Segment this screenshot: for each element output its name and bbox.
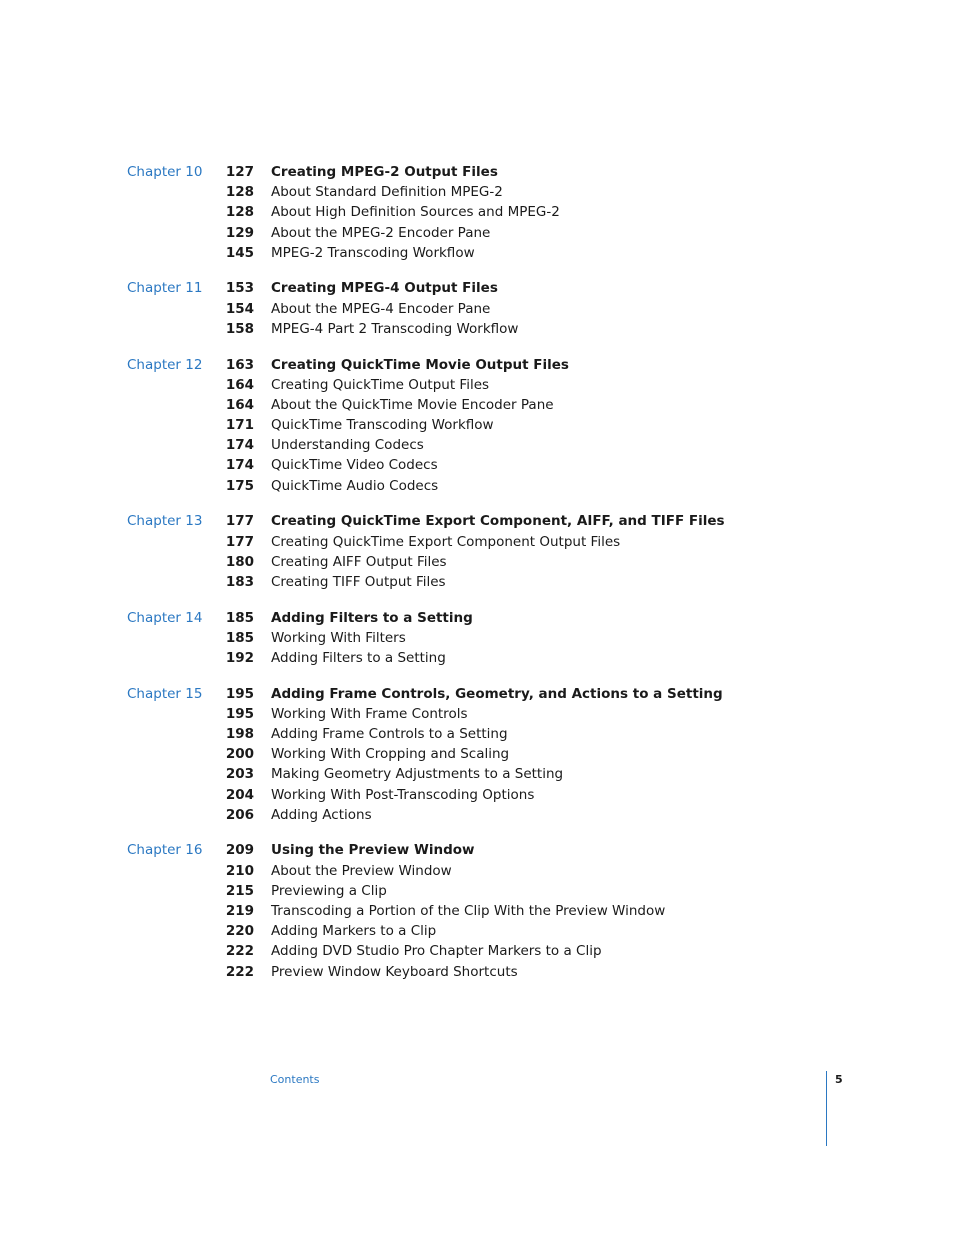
toc-entry[interactable] bbox=[0, 648, 954, 668]
footer-section-label: Contents bbox=[270, 1073, 320, 1086]
entry-title: Transcoding a Portion of the Clip With the Preview Window bbox=[271, 903, 666, 919]
chapter-title-entry[interactable] bbox=[0, 162, 954, 182]
footer-divider bbox=[826, 1071, 827, 1146]
toc-entry[interactable] bbox=[0, 532, 954, 552]
entry-title: QuickTime Transcoding Workflow bbox=[271, 417, 494, 434]
toc-entry[interactable] bbox=[0, 455, 954, 475]
toc-entry[interactable] bbox=[0, 243, 954, 263]
entry-page-number: 128 bbox=[225, 184, 254, 201]
toc-entry[interactable] bbox=[0, 415, 954, 435]
chapter-label[interactable]: Chapter 16 bbox=[127, 842, 203, 859]
chapter-block bbox=[0, 684, 954, 825]
toc-entry[interactable] bbox=[0, 901, 954, 921]
chapter-title-entry[interactable] bbox=[0, 511, 954, 531]
entry-page-number: 206 bbox=[225, 806, 254, 823]
chapter-label[interactable]: Chapter 10 bbox=[127, 164, 203, 180]
entry-title: About the MPEG-2 Encoder Pane bbox=[271, 224, 491, 241]
entry-page-number: 145 bbox=[225, 244, 254, 261]
entry-title: Creating TIFF Output Files bbox=[271, 573, 446, 590]
chapter-title-entry[interactable] bbox=[0, 355, 954, 375]
entry-title: Adding Actions bbox=[271, 806, 372, 823]
entry-title: About the QuickTime Movie Encoder Pane bbox=[271, 396, 554, 413]
entry-page-number: 195 bbox=[225, 685, 254, 702]
entry-title: QuickTime Video Codecs bbox=[271, 457, 438, 474]
chapter-block bbox=[0, 840, 954, 981]
toc-entry[interactable] bbox=[0, 704, 954, 724]
chapter-label[interactable]: Chapter 13 bbox=[127, 513, 203, 530]
entry-title: MPEG-4 Part 2 Transcoding Workflow bbox=[271, 320, 519, 337]
chapter-block bbox=[0, 355, 954, 496]
chapter-title-entry[interactable] bbox=[0, 684, 954, 704]
toc-entry[interactable] bbox=[0, 435, 954, 455]
entry-page-number: 158 bbox=[225, 320, 254, 337]
entry-title: Adding Filters to a Setting bbox=[271, 609, 473, 626]
entry-title: Making Geometry Adjustments to a Setting bbox=[271, 766, 564, 783]
entry-page-number: 164 bbox=[225, 396, 254, 413]
entry-page-number: 171 bbox=[225, 417, 254, 434]
table-of-contents bbox=[0, 162, 954, 997]
toc-entry[interactable] bbox=[0, 628, 954, 648]
chapter-block bbox=[0, 511, 954, 592]
entry-page-number: 204 bbox=[225, 786, 254, 803]
toc-entry[interactable] bbox=[0, 921, 954, 941]
entry-page-number: 200 bbox=[225, 746, 254, 763]
entry-title: Working With Post-Transcoding Options bbox=[271, 786, 535, 803]
chapter-title-entry[interactable] bbox=[0, 840, 954, 860]
entry-title: Adding Filters to a Setting bbox=[271, 649, 446, 666]
entry-page-number: 175 bbox=[225, 477, 254, 494]
entry-page-number: 195 bbox=[225, 705, 254, 722]
toc-entry[interactable] bbox=[0, 202, 954, 222]
toc-entry[interactable] bbox=[0, 785, 954, 805]
entry-title: QuickTime Audio Codecs bbox=[271, 477, 439, 494]
entry-page-number: 219 bbox=[225, 903, 254, 919]
entry-page-number: 177 bbox=[225, 513, 254, 530]
toc-entry[interactable] bbox=[0, 744, 954, 764]
chapter-block bbox=[0, 162, 954, 263]
entry-title: About High Definition Sources and MPEG-2 bbox=[271, 204, 560, 221]
entry-page-number: 163 bbox=[225, 356, 254, 373]
page-number: 5 bbox=[835, 1073, 843, 1086]
chapter-label[interactable]: Chapter 15 bbox=[127, 685, 203, 702]
entry-title: Working With Cropping and Scaling bbox=[271, 746, 510, 763]
toc-entry[interactable] bbox=[0, 805, 954, 825]
toc-entry[interactable] bbox=[0, 299, 954, 319]
toc-entry[interactable] bbox=[0, 182, 954, 202]
entry-title: About the Preview Window bbox=[271, 862, 452, 879]
entry-page-number: 183 bbox=[225, 573, 254, 590]
toc-entry[interactable] bbox=[0, 395, 954, 415]
toc-entry[interactable] bbox=[0, 572, 954, 592]
entry-page-number: 127 bbox=[225, 164, 254, 180]
entry-page-number: 177 bbox=[225, 533, 254, 550]
entry-page-number: 185 bbox=[225, 629, 254, 646]
entry-title: MPEG-2 Transcoding Workflow bbox=[271, 244, 475, 261]
entry-page-number: 215 bbox=[225, 882, 254, 899]
chapter-label[interactable]: Chapter 12 bbox=[127, 356, 203, 373]
entry-title: Creating QuickTime Output Files bbox=[271, 376, 490, 393]
toc-entry[interactable] bbox=[0, 724, 954, 744]
entry-title: About the MPEG-4 Encoder Pane bbox=[271, 300, 491, 317]
entry-title: Creating AIFF Output Files bbox=[271, 553, 447, 570]
entry-title: Preview Window Keyboard Shortcuts bbox=[271, 963, 518, 980]
toc-entry[interactable] bbox=[0, 941, 954, 961]
entry-page-number: 174 bbox=[225, 437, 254, 454]
toc-entry[interactable] bbox=[0, 375, 954, 395]
entry-page-number: 220 bbox=[225, 923, 254, 940]
entry-page-number: 222 bbox=[225, 963, 254, 980]
entry-title: Creating QuickTime Export Component Output Files bbox=[271, 533, 621, 550]
toc-entry[interactable] bbox=[0, 476, 954, 496]
entry-title: Working With Frame Controls bbox=[271, 705, 468, 722]
toc-entry[interactable] bbox=[0, 881, 954, 901]
entry-title: Previewing a Clip bbox=[271, 882, 387, 899]
toc-entry[interactable] bbox=[0, 962, 954, 982]
toc-entry[interactable] bbox=[0, 552, 954, 572]
entry-page-number: 222 bbox=[225, 943, 254, 960]
entry-title: Creating QuickTime Movie Output Files bbox=[271, 356, 569, 373]
entry-page-number: 174 bbox=[225, 457, 254, 474]
entry-title: Understanding Codecs bbox=[271, 437, 424, 454]
entry-page-number: 209 bbox=[225, 842, 254, 859]
entry-title: Using the Preview Window bbox=[271, 842, 475, 859]
entry-page-number: 154 bbox=[225, 300, 254, 317]
entry-page-number: 180 bbox=[225, 553, 254, 570]
chapter-title-entry[interactable] bbox=[0, 278, 954, 298]
entry-title: About Standard Definition MPEG-2 bbox=[271, 184, 503, 201]
entry-title: Creating MPEG-4 Output Files bbox=[271, 280, 498, 297]
entry-page-number: 129 bbox=[225, 224, 254, 241]
entry-title: Working With Filters bbox=[271, 629, 406, 646]
entry-page-number: 164 bbox=[225, 376, 254, 393]
entry-page-number: 210 bbox=[225, 862, 254, 879]
toc-entry[interactable] bbox=[0, 223, 954, 243]
chapter-block bbox=[0, 278, 954, 339]
toc-entry[interactable] bbox=[0, 319, 954, 339]
entry-title: Creating MPEG-2 Output Files bbox=[271, 164, 498, 180]
entry-page-number: 128 bbox=[225, 204, 254, 221]
entry-title: Creating QuickTime Export Component, AIFF, and TIFF Files bbox=[271, 513, 725, 530]
entry-page-number: 198 bbox=[225, 726, 254, 742]
entry-title: Adding Frame Controls to a Setting bbox=[271, 726, 508, 742]
chapter-title-entry[interactable] bbox=[0, 608, 954, 628]
entry-page-number: 192 bbox=[225, 649, 254, 666]
toc-entry[interactable] bbox=[0, 764, 954, 784]
chapter-label[interactable]: Chapter 11 bbox=[127, 280, 203, 297]
entry-page-number: 203 bbox=[225, 766, 254, 783]
chapter-label[interactable]: Chapter 14 bbox=[127, 609, 203, 626]
chapter-block bbox=[0, 608, 954, 669]
entry-page-number: 185 bbox=[225, 609, 254, 626]
entry-title: Adding DVD Studio Pro Chapter Markers to a Clip bbox=[271, 943, 602, 960]
entry-title: Adding Markers to a Clip bbox=[271, 923, 437, 940]
entry-page-number: 153 bbox=[225, 280, 254, 297]
toc-entry[interactable] bbox=[0, 861, 954, 881]
entry-title: Adding Frame Controls, Geometry, and Actions to a Setting bbox=[271, 685, 723, 702]
